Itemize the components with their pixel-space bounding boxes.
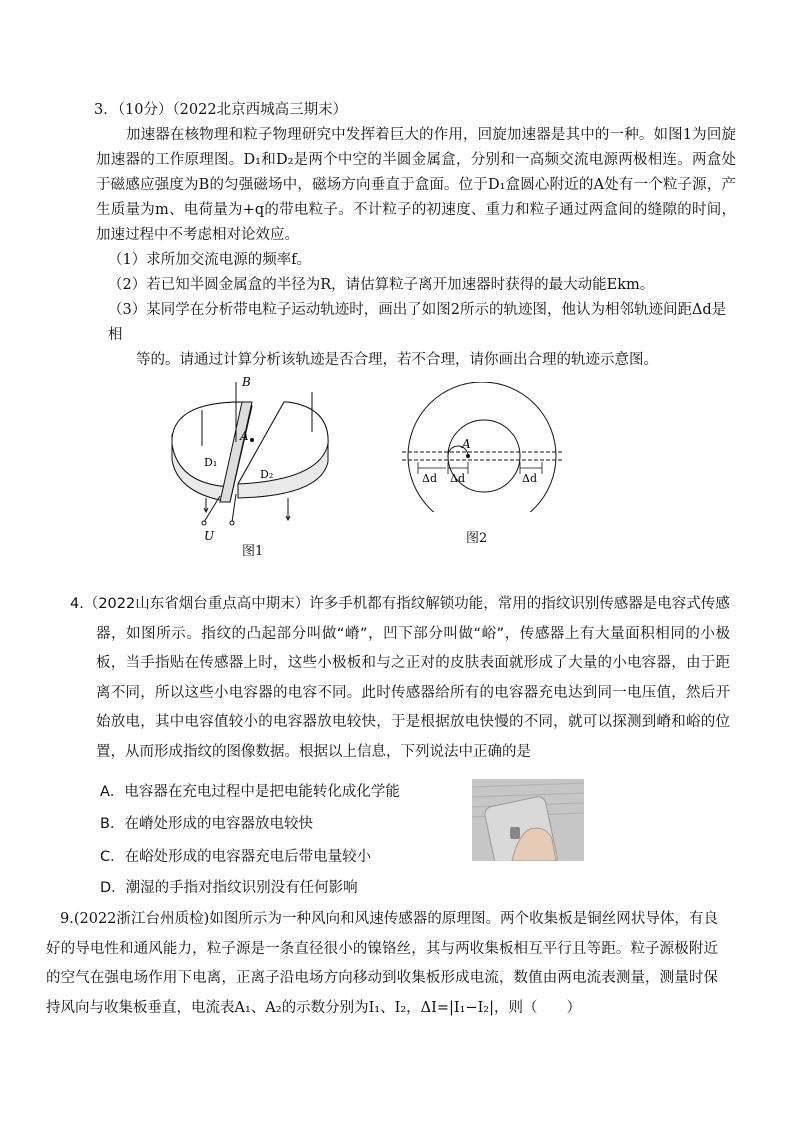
label-d1: D₁	[204, 456, 218, 469]
option-b: B．在嵴处形成的电容器放电较快	[100, 816, 313, 832]
fingerprint-phone-photo	[472, 779, 584, 861]
label-u: U	[204, 529, 215, 543]
label-delta-d-3: Δd	[522, 472, 537, 485]
figure-2-caption: 图2	[466, 531, 488, 546]
figure-1-cyclotron	[160, 372, 340, 562]
option-a: A．电容器在充电过程中是把电能转化成化学能	[100, 784, 400, 800]
question-3-part-3	[96, 298, 736, 373]
question-3	[96, 98, 736, 373]
question-4-line1: 4.（2022山东省烟台重点高中期末）许多手机都有指纹解锁功能，常用的指纹识别传感器是电容式传感	[70, 596, 730, 612]
label-a: A	[240, 429, 249, 443]
question-3-part-3-line2: 等的。请通过计算分析该轨迹是否合理，若不合理，请你画出合理的轨迹示意图。	[136, 352, 658, 368]
option-c: C．在峪处形成的电容器充电后带电量较小	[100, 849, 372, 865]
figure-1-caption: 图1	[242, 544, 264, 559]
label-b: B	[242, 375, 251, 389]
question-3-header: 3．（10分）（2022北京西城高三期末）	[94, 102, 348, 118]
question-3-part-3-line1: （3）某同学在分析带电粒子运动轨迹时，画出了如图2所示的轨迹图，他认为相邻轨迹间距Δd是相	[108, 302, 727, 343]
phone-image	[472, 779, 584, 861]
label-delta-d-1: Δd	[422, 472, 437, 485]
question-9-stem: 9.(2022浙江台州质检)如图所示为一种风向和风速传感器的原理图。两个收集板是铜丝网状导体，有良好的导电性和通风能力，粒子源是一条直径很小的镍铬丝，其与两收集板相互平行且等距。粒子源极附近的空气在强电场作用下电离，正离子沿电场方向移动到收集板形成电流，数值由两电流表测量，测量时保持风向与收集板垂直，电流表A₁、A₂的示数分别为I₁、I₂，ΔI=|I₁−I₂|，则（ ）	[46, 911, 718, 1016]
question-3-stem: 加速器在核物理和粒子物理研究中发挥着巨大的作用，回旋加速器是其中的一种。如图1为回旋加速器的工作原理图。D₁和D₂是两个中空的半圆金属盒，分别和一高频交流电源两极相连。两盒处于磁感应强度为B的匀强磁场中，磁场方向垂直于盒面。位于D₁盒圆心附近的A处有一个粒子源，产生质量为m、电荷量为+q的带电粒子。不计粒子的初速度、重力和粒子通过两盒间的缝隙的时间，加速过程中不考虑相对论效应。	[96, 127, 736, 243]
question-4	[70, 590, 730, 767]
question-4-stem: 器，如图所示。指纹的凸起部分叫做“嵴”，凹下部分叫做“峪”，传感器上有大量面积相同的小极板，当手指贴在传感器上时，这些小极板和与之正对的皮肤表面就形成了大量的小电容器，由于距离不同，所以这些小电容器的电容不同。此时传感器给所有的电容器充电达到同一电压值，然后开始放电，其中电容值较小的电容器放电较快，于是根据放电快慢的不同，就可以探测到嵴和峪的位置，从而形成指纹的图像数据。根据以上信息，下列说法中正确的是	[96, 625, 730, 760]
option-d: D．潮湿的手指对指纹识别没有任何影响	[100, 880, 358, 896]
trajectory-outer-arc	[408, 382, 556, 512]
label-a-fig2: A	[462, 437, 471, 451]
label-delta-d-2: Δd	[450, 472, 465, 485]
question-9	[46, 905, 718, 1023]
question-3-part-2: （2）若已知半圆金属盒的半径为R，请估算粒子离开加速器时获得的最大动能Ekm。	[108, 277, 655, 293]
figure-2-trajectory	[398, 382, 568, 512]
question-3-part-1: （1）求所加交流电源的频率f。	[108, 252, 312, 268]
label-d2: D₂	[260, 468, 274, 481]
